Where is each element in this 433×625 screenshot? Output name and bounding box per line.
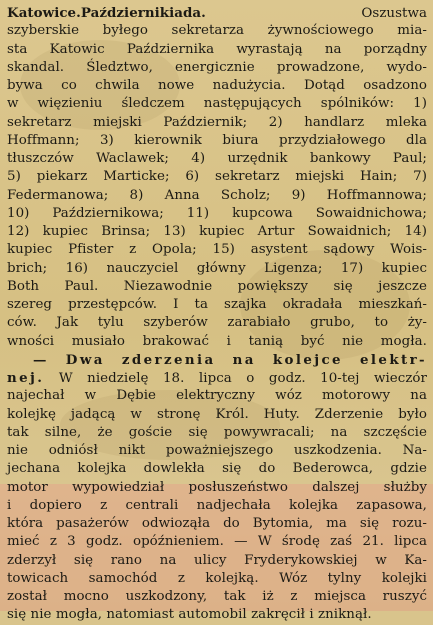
article-title: Październikiada. (80, 5, 206, 21)
article-line: sta Katowic Października wyrastają na porządny (7, 41, 427, 57)
article-line: Both Paul. Niezawodnie powiększy się jeszcze (7, 278, 427, 294)
article-line: zderzył się rano na ulicy Fryderykowskiej w Ka- (7, 552, 427, 568)
article-line: 10) Październikowa; 11) kupcowa Sowaidnichowa; (7, 205, 427, 221)
article-line: mieć z 3 godz. opóźnieniem. — W środę zaś 21. lipca (7, 534, 427, 550)
article-line: która pasażerów odwioząła do Bytomia, ma się rozu- (7, 516, 427, 531)
article-line: 12) kupiec Brinsa; 13) kupiec Artur Sowaidnich; 14) (7, 224, 427, 239)
article-line: kupiec Pfister z Opola; 15) asystent sądowy Wois- (7, 242, 427, 258)
article-line (7, 351, 427, 369)
article-line: ców. Jak tylu szyberów zarabiało grubo, to ży- (7, 315, 427, 331)
article-line: nie odniósł nikt poważniejszego uszkodzenia. Na- (7, 443, 427, 458)
article-line: tak silne, że goście się powywracali; na szczęście (7, 424, 427, 440)
article-text-column (7, 4, 427, 625)
article-line: Federmanowa; 8) Anna Scholz; 9) Hoffmannowa; (7, 187, 427, 203)
article-line: najechał w Dębie elektryczny wóz motorowy na (7, 388, 427, 404)
article-text: W niedzielę 18. lipca o godz. 10-tej wieczór (44, 371, 427, 386)
article-line: Hoffmann; 3) kierownik biura przydziałowego dla (7, 132, 427, 148)
article-text: Oszustwa (205, 6, 427, 21)
article-line: w więzieniu śledczem następujących spólników: 1) (7, 96, 427, 112)
article-line: tłuszczów Waclawek; 4) urzędnik bankowy Paul; (7, 151, 427, 166)
article-line: szereg przestępców. I ta szajka okradała mieszkań- (7, 297, 427, 312)
article-title: — Dwa zderzenia na kolejce elektr- (33, 351, 427, 368)
article-line: szyberskie byłego sekretarza żywnościowego mia- (7, 23, 427, 39)
article-line: został mocno uszkodzony, tak iż z miejsca ruszyć (7, 589, 427, 604)
article-line: skandal. Śledztwo, energicznie prowadzone, wydo- (7, 59, 427, 75)
article-line: bywa co chwila nowe nadużycia. Dotąd osadzono (7, 78, 427, 93)
article-line: się nie mogła, natomiast automobil zakręcił i zniknął. (7, 607, 372, 623)
article-place: Katowice. (7, 5, 81, 21)
article-line (7, 4, 427, 22)
article-line: towicach samochód z kolejką. Wóz tylny kolejki (7, 570, 427, 586)
article-line: jechana kolejka dowlekła się do Bederowca, gdzie (7, 461, 427, 477)
article-line: wności musiało brakować i tanią być nie mogła. (7, 333, 427, 349)
article-line: sekretarz miejski Październik; 2) handlarz mleka (7, 114, 427, 130)
article-line: kolejkę jadącą w stronę Król. Huty. Zderzenie było (7, 406, 427, 422)
article-line: brich; 16) nauczyciel główny Ligenza; 17) kupiec (7, 260, 427, 276)
article-line: i dopiero z centrali nadjechała kolejka zapasowa, (7, 497, 427, 513)
article-line: motor wypowiedział posłuszeństwo dalszej służby (7, 479, 427, 495)
article-title-end: nej. (7, 370, 45, 386)
article-line (7, 369, 427, 387)
article-line: 5) piekarz Marticke; 6) sekretarz miejski Hain; 7) (7, 169, 427, 185)
